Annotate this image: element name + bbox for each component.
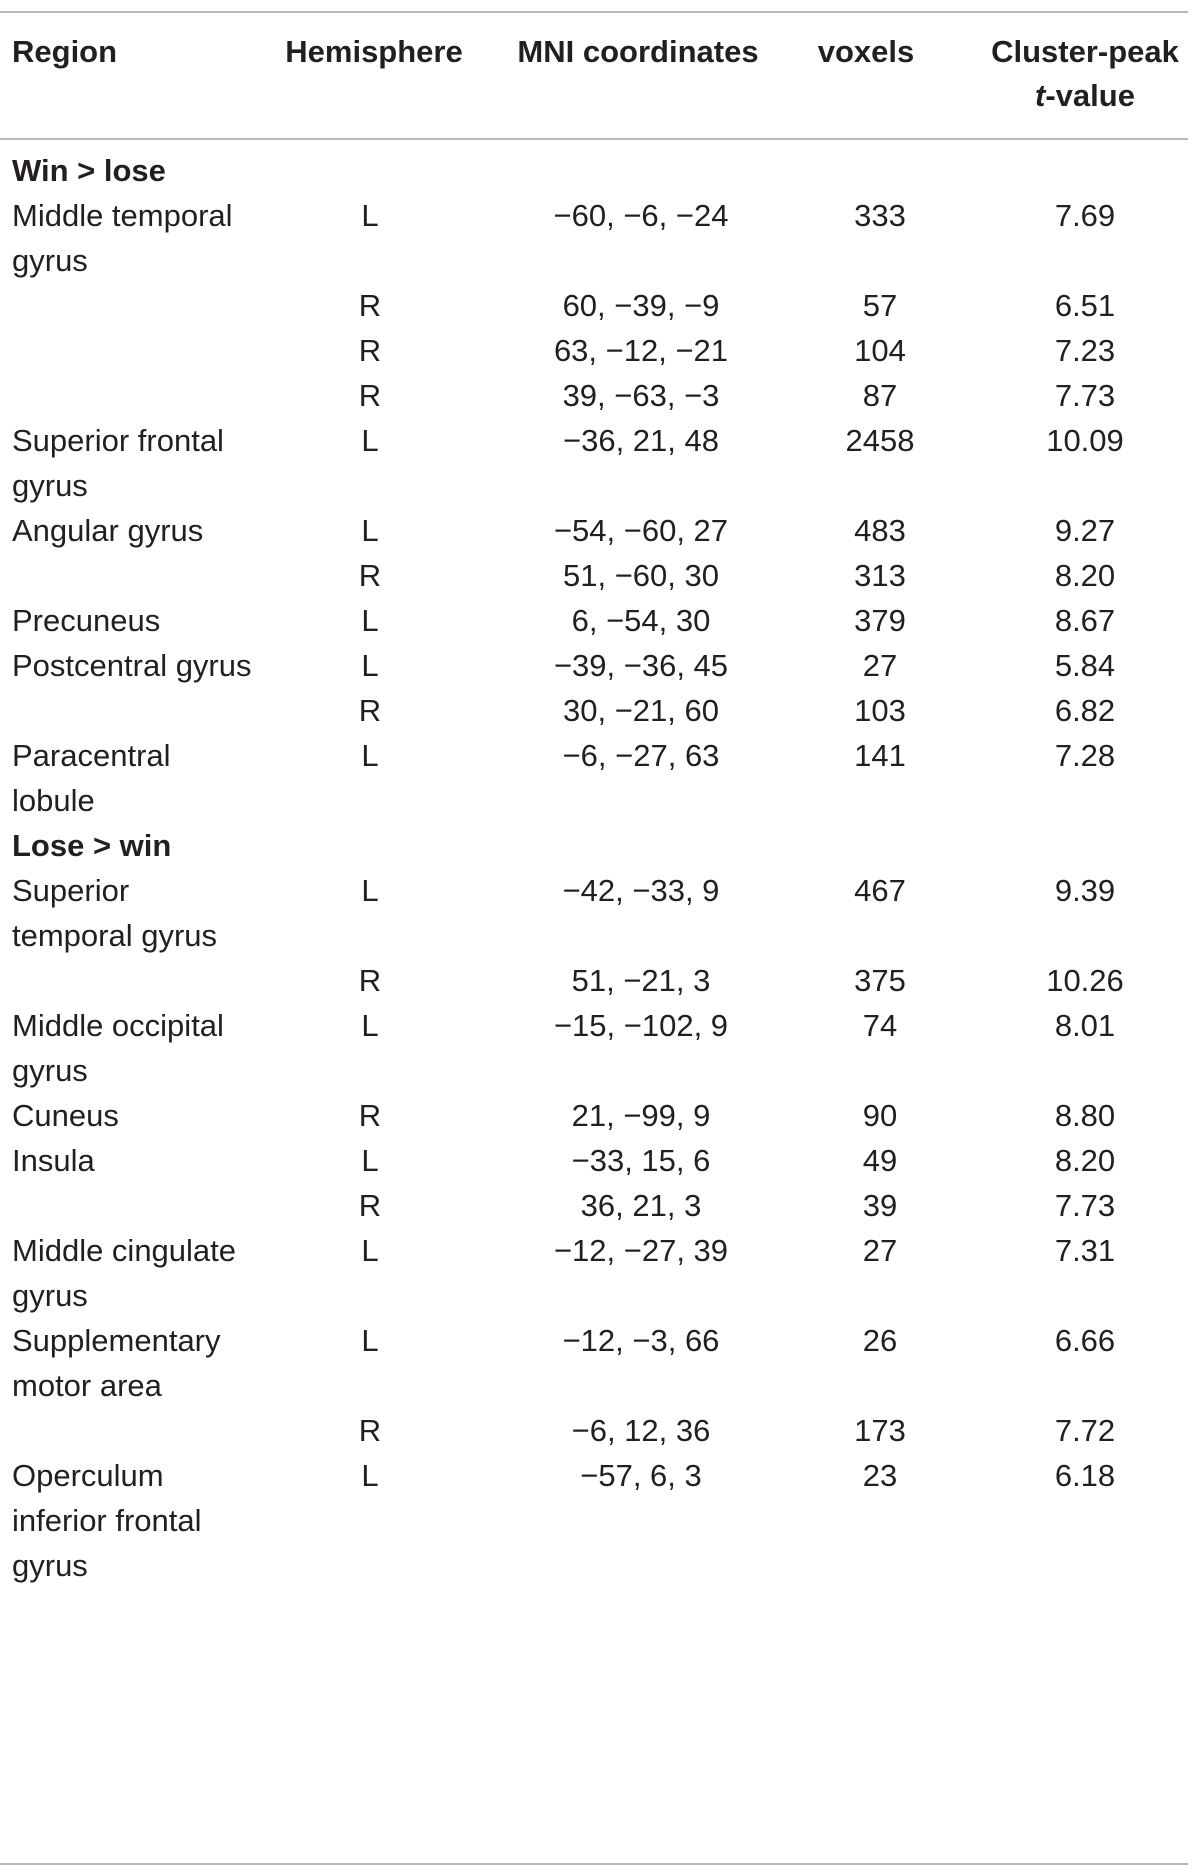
cell-t-value: 7.73: [1054, 378, 1116, 413]
cell-mni-coordinates: 63, −12, −21: [553, 333, 729, 368]
cell-region: [0, 373, 258, 418]
table-row: [0, 643, 1188, 688]
table-bottom-rule: [0, 1863, 1188, 1865]
cell-voxels: 103: [854, 693, 906, 728]
cell-t-value: 10.09: [1046, 423, 1124, 458]
cell-t-value: 5.84: [1054, 648, 1116, 683]
cell-voxels: 333: [854, 198, 906, 233]
table-row: [0, 283, 1188, 328]
cell-t-value: 8.20: [1054, 558, 1116, 593]
cell-mni-coordinates: 30, −21, 60: [563, 693, 719, 728]
cell-t-value: 7.28: [1054, 738, 1116, 773]
cell-mni-coordinates: 51, −21, 3: [571, 963, 711, 998]
table-row: [0, 193, 1188, 283]
cell-voxels: 104: [854, 333, 906, 368]
cell-mni-coordinates: −57, 6, 3: [580, 1458, 702, 1493]
cell-t-value: 7.72: [1054, 1413, 1116, 1448]
cell-voxels: 26: [862, 1323, 898, 1358]
cell-mni-coordinates: 51, −60, 30: [563, 558, 719, 593]
cell-mni-coordinates: −6, 12, 36: [571, 1413, 711, 1448]
cell-mni-coordinates: 36, 21, 3: [580, 1188, 702, 1223]
table-body: [0, 138, 1188, 1588]
cell-hemisphere: L: [361, 648, 379, 683]
cell-voxels: 49: [862, 1143, 898, 1178]
cell-hemisphere: L: [361, 423, 379, 458]
cell-voxels: 483: [854, 513, 906, 548]
cell-voxels: 375: [854, 963, 906, 998]
cell-region: [0, 283, 258, 328]
cell-hemisphere: L: [361, 738, 379, 773]
cell-t-value: 9.39: [1054, 873, 1116, 908]
table-row: [0, 508, 1188, 553]
cell-t-value: 8.67: [1054, 603, 1116, 638]
cell-t-value: 6.51: [1054, 288, 1116, 323]
cell-hemisphere: R: [358, 1098, 382, 1133]
table-row: [0, 1228, 1188, 1318]
cell-hemisphere: L: [361, 1458, 379, 1493]
cell-region: Angular gyrus: [12, 513, 204, 548]
cell-region: [0, 958, 258, 1003]
cell-region: Middle cingulate gyrus: [12, 1233, 237, 1313]
section-title: Win > lose: [12, 153, 166, 188]
column-header-t-value: [946, 13, 1188, 138]
cell-region: Operculum inferior frontal gyrus: [12, 1458, 202, 1583]
cell-voxels: 141: [854, 738, 906, 773]
cell-hemisphere: R: [358, 963, 382, 998]
cell-hemisphere: R: [358, 288, 382, 323]
cell-voxels: 87: [862, 378, 898, 413]
table-row: [0, 688, 1188, 733]
table-row: [0, 328, 1188, 373]
cell-t-value: 7.31: [1054, 1233, 1116, 1268]
cell-mni-coordinates: −12, −27, 39: [553, 1233, 729, 1268]
cell-t-value: 7.23: [1054, 333, 1116, 368]
cell-region: [0, 328, 258, 373]
table-row: [0, 1453, 1188, 1588]
cell-mni-coordinates: −54, −60, 27: [553, 513, 729, 548]
column-header-voxels: voxels: [817, 34, 915, 69]
results-table: [0, 13, 1188, 1588]
cell-region: Paracentral lobule: [12, 738, 171, 818]
cell-voxels: 27: [862, 1233, 898, 1268]
table-row: [0, 958, 1188, 1003]
cell-voxels: 467: [854, 873, 906, 908]
cell-t-value: 8.01: [1054, 1008, 1116, 1043]
cell-voxels: 27: [862, 648, 898, 683]
cell-region: Middle temporal gyrus: [12, 198, 233, 278]
cell-hemisphere: R: [358, 378, 382, 413]
table-row: [0, 733, 1188, 823]
table-row: [0, 1318, 1188, 1408]
cell-mni-coordinates: −33, 15, 6: [571, 1143, 711, 1178]
cell-mni-coordinates: −42, −33, 9: [562, 873, 720, 908]
cell-region: Precuneus: [12, 603, 161, 638]
table-row: [0, 868, 1188, 958]
cell-voxels: 23: [862, 1458, 898, 1493]
cell-mni-coordinates: 6, −54, 30: [571, 603, 711, 638]
section-title: Lose > win: [12, 828, 172, 863]
cell-mni-coordinates: −15, −102, 9: [553, 1008, 729, 1043]
cell-hemisphere: R: [358, 693, 382, 728]
column-header-hemisphere: Hemisphere: [285, 34, 463, 69]
cell-mni-coordinates: 21, −99, 9: [571, 1098, 711, 1133]
cell-region: Superior frontal gyrus: [12, 423, 224, 503]
cell-voxels: 39: [862, 1188, 898, 1223]
cell-region: Cuneus: [12, 1098, 119, 1133]
cell-mni-coordinates: −6, −27, 63: [562, 738, 720, 773]
cell-hemisphere: L: [361, 1233, 379, 1268]
cell-t-value: 7.69: [1054, 198, 1116, 233]
table-row: [0, 1093, 1188, 1138]
header-row: [0, 13, 1188, 138]
cell-voxels: 57: [862, 288, 898, 323]
table-header: [0, 13, 1188, 138]
table-row: [0, 418, 1188, 508]
column-header-mni-coordinates: MNI coordinates: [517, 34, 759, 69]
cell-hemisphere: L: [361, 873, 379, 908]
t-value-header-italic: t: [1035, 78, 1046, 113]
cell-mni-coordinates: −36, 21, 48: [563, 423, 719, 458]
cell-t-value: 8.20: [1054, 1143, 1116, 1178]
cell-region: [0, 688, 258, 733]
cell-hemisphere: R: [358, 1188, 382, 1223]
cell-voxels: 173: [854, 1413, 906, 1448]
cell-region: Supplementary motor area: [12, 1323, 221, 1403]
cell-t-value: 10.26: [1046, 963, 1124, 998]
section-header-row: [0, 138, 1188, 193]
cell-region: Postcentral gyrus: [12, 648, 252, 683]
cell-mni-coordinates: 39, −63, −3: [562, 378, 720, 413]
table-row: [0, 1183, 1188, 1228]
cell-t-value: 6.82: [1054, 693, 1116, 728]
cell-t-value: 8.80: [1054, 1098, 1116, 1133]
cell-region: Superior temporal gyrus: [12, 873, 218, 953]
cell-mni-coordinates: −39, −36, 45: [553, 648, 729, 683]
cell-hemisphere: L: [361, 1143, 379, 1178]
cell-region: Insula: [12, 1143, 95, 1178]
cell-t-value: 9.27: [1054, 513, 1116, 548]
cell-hemisphere: L: [361, 513, 379, 548]
cell-mni-coordinates: −12, −3, 66: [562, 1323, 720, 1358]
cell-voxels: 74: [862, 1008, 898, 1043]
cell-region: [0, 1183, 258, 1228]
cell-mni-coordinates: 60, −39, −9: [562, 288, 720, 323]
table-row: [0, 1138, 1188, 1183]
cell-t-value: 6.18: [1054, 1458, 1116, 1493]
column-header-region: Region: [12, 34, 118, 69]
table-row: [0, 598, 1188, 643]
cell-t-value: 7.73: [1054, 1188, 1116, 1223]
cell-voxels: 379: [854, 603, 906, 638]
table-row: [0, 553, 1188, 598]
cell-voxels: 2458: [845, 423, 915, 458]
t-value-header-suffix: -value: [1045, 78, 1135, 113]
cell-hemisphere: L: [361, 603, 379, 638]
cell-hemisphere: L: [361, 1008, 379, 1043]
cell-hemisphere: L: [361, 1323, 379, 1358]
cell-region: Middle occipital gyrus: [12, 1008, 224, 1088]
cell-hemisphere: R: [358, 333, 382, 368]
cell-hemisphere: R: [358, 1413, 382, 1448]
cell-region: [0, 553, 258, 598]
t-value-header-line1: Cluster-peak: [991, 34, 1179, 69]
table-row: [0, 373, 1188, 418]
table-row: [0, 1003, 1188, 1093]
cell-hemisphere: L: [361, 198, 379, 233]
cell-region: [0, 1408, 258, 1453]
table-row: [0, 1408, 1188, 1453]
cell-hemisphere: R: [358, 558, 382, 593]
cell-mni-coordinates: −60, −6, −24: [553, 198, 729, 233]
cell-t-value: 6.66: [1054, 1323, 1116, 1358]
cell-voxels: 313: [854, 558, 906, 593]
cell-voxels: 90: [862, 1098, 898, 1133]
section-header-row: [0, 823, 1188, 868]
